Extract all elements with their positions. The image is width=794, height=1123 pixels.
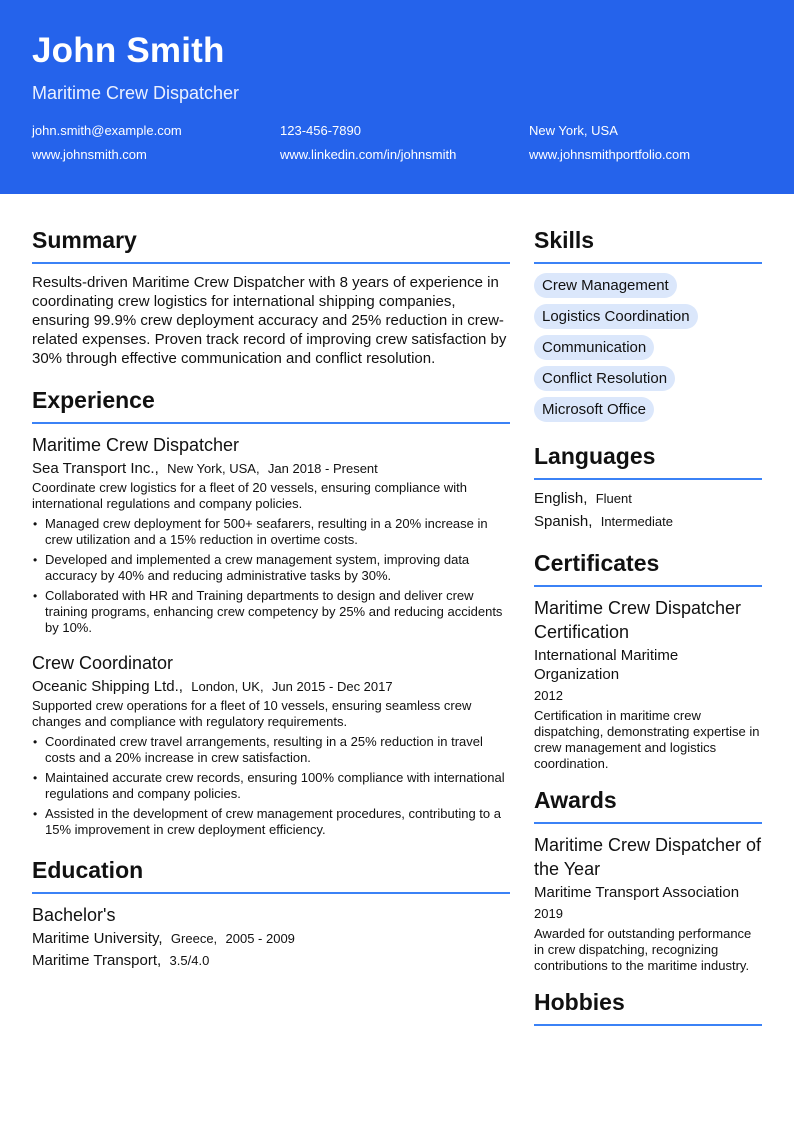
job-title: Maritime Crew Dispatcher <box>32 435 240 455</box>
skill-tag: Microsoft Office <box>534 397 654 422</box>
contact-website[interactable]: www.johnsmith.com <box>32 147 147 162</box>
certificate-description: Certification in maritime crew dispatching, demonstrating expertise in crew management and logistics coordination. <box>534 708 760 771</box>
list-item: • Maintained accurate crew records, ensuring 100% compliance with international regulations and company policies. <box>32 770 510 802</box>
job-location: London, UK, <box>191 679 264 694</box>
education-school: Maritime University, <box>32 930 163 947</box>
section-divider <box>534 262 762 264</box>
education-field-row <box>32 951 510 970</box>
award-org: Maritime Transport Association <box>534 884 740 901</box>
education-gpa: 3.5/4.0 <box>169 953 210 968</box>
section-heading: Languages <box>534 443 656 469</box>
awards-section <box>534 786 762 974</box>
list-item: • Developed and implemented a crew management system, improving data accuracy by 40% and reducing administrative tasks by 30%. <box>32 552 510 584</box>
job-title: Crew Coordinator <box>32 653 174 673</box>
job-description: Coordinate crew logistics for a fleet of 20 vessels, ensuring compliance with international regulations and company policies. <box>32 480 467 511</box>
certificate-name: Maritime Crew Dispatcher Certification <box>534 598 742 642</box>
skill-tag: Crew Management <box>534 273 677 298</box>
job-meta <box>32 459 510 478</box>
section-heading: Education <box>32 857 144 883</box>
list-item: • Collaborated with HR and Training departments to design and deliver crew training programs, enhancing crew competency by 25% and reducing accidents by 10%. <box>32 588 510 636</box>
skill-tag: Logistics Coordination <box>534 304 698 329</box>
list-item: • Assisted in the development of crew management procedures, contributing to a 15% improvement in crew deployment efficiency. <box>32 806 510 838</box>
job-bullets <box>32 516 510 636</box>
contact-linkedin[interactable]: www.linkedin.com/in/johnsmith <box>280 147 457 162</box>
skills-list <box>534 273 762 428</box>
certificate-org: International Maritime Organization <box>534 647 679 683</box>
award-name: Maritime Crew Dispatcher of the Year <box>534 835 762 879</box>
education-field: Maritime Transport, <box>32 952 162 969</box>
section-heading: Certificates <box>534 550 660 576</box>
certificate-year: 2012 <box>534 688 563 703</box>
language-name: Spanish, <box>534 513 593 530</box>
award-year: 2019 <box>534 906 563 921</box>
side-column <box>534 226 762 1035</box>
candidate-title: Maritime Crew Dispatcher <box>32 83 240 103</box>
language-item <box>534 512 762 531</box>
job-dates: Jan 2018 - Present <box>267 461 378 476</box>
contact-phone[interactable]: 123-456-7890 <box>280 123 361 138</box>
section-heading: Experience <box>32 387 155 413</box>
contact-email[interactable]: john.smith@example.com <box>32 123 182 138</box>
award-description: Awarded for outstanding performance in crew dispatching, recognizing contributions to the maritime industry. <box>534 926 752 973</box>
hobbies-section <box>534 988 762 1026</box>
certificates-section <box>534 549 762 772</box>
contact-portfolio[interactable]: www.johnsmithportfolio.com <box>529 147 691 162</box>
section-heading: Skills <box>534 227 595 253</box>
contact-location: New York, USA <box>529 123 618 138</box>
candidate-name: John Smith <box>32 31 225 70</box>
education-section <box>32 856 510 970</box>
job-bullets <box>32 734 510 838</box>
language-level: Fluent <box>595 491 632 506</box>
job-dates: Jun 2015 - Dec 2017 <box>271 679 393 694</box>
section-heading: Awards <box>534 787 617 813</box>
job-meta <box>32 677 510 696</box>
main-column <box>32 226 510 970</box>
skill-tag: Conflict Resolution <box>534 366 675 391</box>
language-item <box>534 489 762 508</box>
languages-section <box>534 442 762 531</box>
section-divider <box>534 822 762 824</box>
section-divider <box>534 478 762 480</box>
education-location: Greece, <box>170 931 218 946</box>
list-item: • Coordinated crew travel arrangements, resulting in a 25% reduction in travel costs and a 20% increase in crew satisfaction. <box>32 734 510 766</box>
education-meta <box>32 929 510 948</box>
education-dates: 2005 - 2009 <box>225 931 295 946</box>
section-heading: Hobbies <box>534 989 625 1015</box>
section-divider <box>534 1024 762 1026</box>
section-divider <box>32 422 510 424</box>
section-divider <box>534 585 762 587</box>
skill-tag: Communication <box>534 335 654 360</box>
job-company: Sea Transport Inc., <box>32 460 159 477</box>
education-degree: Bachelor's <box>32 905 116 925</box>
language-level: Intermediate <box>600 514 673 529</box>
job-entry <box>32 434 510 636</box>
job-description: Supported crew operations for a fleet of 10 vessels, ensuring seamless crew changes and compliance with regulatory requirements. <box>32 698 472 729</box>
job-location: New York, USA, <box>167 461 260 476</box>
section-divider <box>32 892 510 894</box>
section-divider <box>32 262 510 264</box>
job-entry <box>32 652 510 838</box>
job-company: Oceanic Shipping Ltd., <box>32 678 183 695</box>
skills-section <box>534 226 762 428</box>
list-item: • Managed crew deployment for 500+ seafarers, resulting in a 20% increase in crew utilization and a 15% reduction in overtime costs. <box>32 516 510 548</box>
summary-section <box>32 226 510 368</box>
resume-header <box>0 0 794 194</box>
section-heading: Summary <box>32 227 137 253</box>
summary-text: Results-driven Maritime Crew Dispatcher with 8 years of experience in coordinating crew logistics for international shipping companies, ensuring 99.9% crew deployment accuracy and 25% reduction in crew-related expenses. Proven track record of improving crew satisfaction by 30% through effective communication and conflict resolution. <box>32 274 507 367</box>
language-name: English, <box>534 490 588 507</box>
experience-section <box>32 386 510 838</box>
